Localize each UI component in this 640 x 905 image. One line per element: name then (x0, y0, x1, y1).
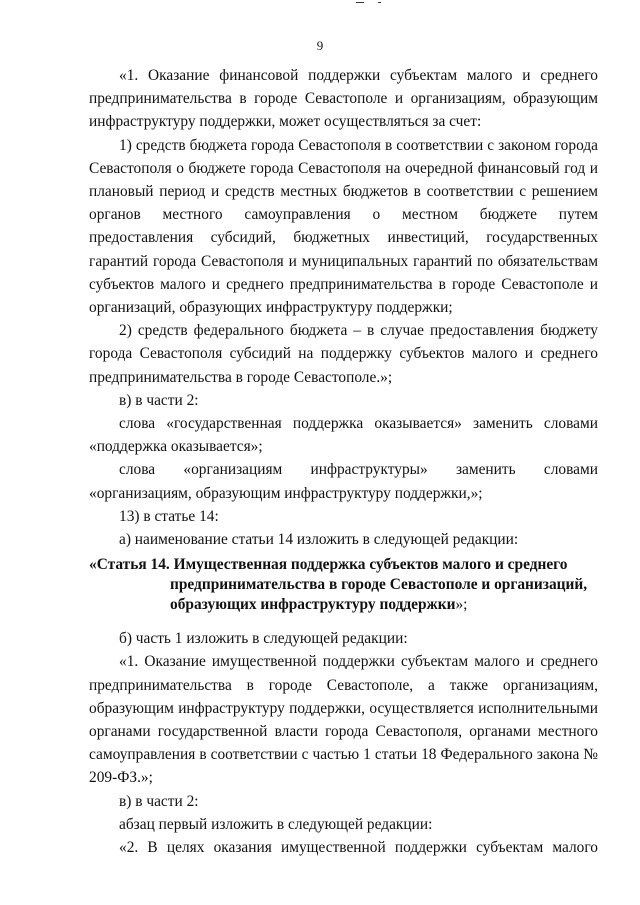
paragraph: слова «государственная поддержка оказывается» заменить словами «поддержка оказывается»; (89, 415, 598, 456)
article-heading-prefix: «Статья 14. (89, 556, 170, 574)
paragraph: абзац первый изложить в следующей редакции: (119, 815, 433, 833)
paragraph: а) наименование статьи 14 изложить в следующей редакции: (119, 531, 519, 549)
article-heading-tail: »; (455, 596, 468, 614)
page-number: 9 (316, 38, 324, 53)
paragraph: 2) средств федерального бюджета – в случае предоставления бюджету города Севастополя субсидий на поддержку субъектов малого и среднего предпринимательства в городе Севастополе.»; (89, 322, 598, 386)
paragraph: 1) средств бюджета города Севастополя в соответствии с законом города Севастополя о бюджете города Севастополя на очередной финансовый год и плановый период и средств местных бюджетов в соответствии с решением органов местного самоуправления о местном бюджете путем предоставления субсидий, бюджетных инвестиций, государственных гарантий города Севастополя и муниципальных гарантий по обязательствам субъектов малого и среднего предпринимательства в городе Севастополе и организаций, образующих инфраструктуру поддержки; (89, 136, 598, 317)
scan-artifact (356, 2, 364, 3)
article-heading-line: Имущественная поддержка субъектов малого и среднего (173, 556, 568, 574)
article-heading-line: предпринимательства в городе Севастополе и организаций, (170, 576, 588, 594)
scan-artifact (378, 2, 381, 3)
paragraph: б) часть 1 изложить в следующей редакции: (119, 630, 408, 648)
paragraph: «1. Оказание финансовой поддержки субъектам малого и среднего предпринимательства в городе Севастополе и организациям, образующим инфраструктуру поддержки, может осуществляться за счет: (89, 67, 598, 131)
paragraph: в) в части 2: (119, 792, 199, 810)
paragraph: 13) в статье 14: (119, 507, 219, 525)
paragraph: «1. Оказание имущественной поддержки субъектам малого и среднего предпринимательства в городе Севастополе, а также организациям, образующим инфраструктуру поддержки, осуществляется исполнительными органами государственной власти города Севастополя, органами местного самоуправления в соответствии с частью 1 статьи 18 Федерального закона № 209-ФЗ.»; (89, 653, 598, 787)
article-heading (89, 555, 598, 615)
paragraph: в) в части 2: (119, 391, 199, 409)
paragraph: «2. В целях оказания имущественной поддержки субъектам малого (119, 839, 598, 857)
article-heading-line: образующих инфраструктуру поддержки (170, 596, 456, 614)
paragraph: слова «организациям инфраструктуры» заменить словами «организациям, образующим инфраструктуру поддержки,»; (89, 461, 598, 502)
document-body (89, 64, 598, 859)
